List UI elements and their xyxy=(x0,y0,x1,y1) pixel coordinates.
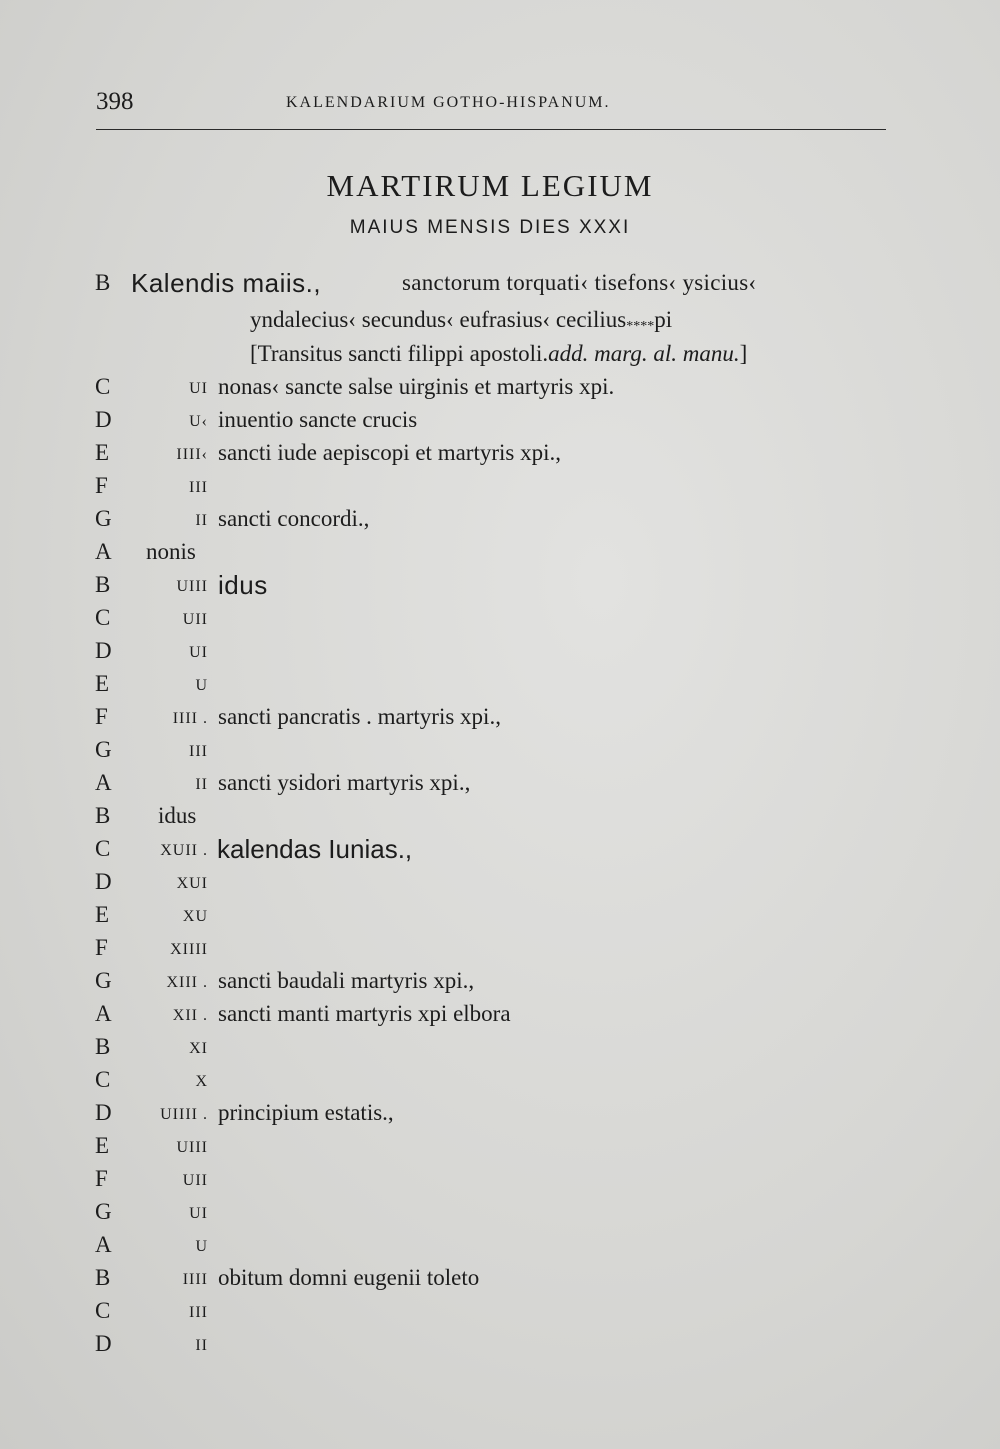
day-numeral: II xyxy=(195,512,208,529)
dominical-letter: G xyxy=(95,737,112,762)
saint-entry: sancti pancratis . martyris xpi., xyxy=(218,704,501,729)
dominical-letter: B xyxy=(95,270,111,295)
calendar-row xyxy=(0,1100,1000,1133)
calendar-row xyxy=(0,506,1000,539)
dominical-letter: C xyxy=(95,374,111,399)
calendar-row xyxy=(0,968,1000,1001)
day-numeral: UIIII . xyxy=(160,1106,208,1123)
calendar-row xyxy=(0,1265,1000,1298)
saints-list-line1: sanctorum torquati‹ tisefons‹ ysicius‹ xyxy=(402,270,757,295)
day-numeral: UII xyxy=(182,611,208,628)
calendar-row xyxy=(0,1034,1000,1067)
day-numeral: II xyxy=(195,776,208,793)
day-numeral: UIII xyxy=(176,578,208,595)
calendar-row xyxy=(0,671,1000,704)
calendar-row xyxy=(0,572,1000,605)
day-numeral: XIIII xyxy=(170,941,208,958)
kalends-june-label-a: kalendas I xyxy=(217,834,336,864)
calendar-row xyxy=(0,1199,1000,1232)
calendar-row xyxy=(0,902,1000,935)
kalends-june-label xyxy=(217,834,412,865)
dominical-letter: D xyxy=(95,407,112,432)
saints-list-line2 xyxy=(250,307,672,335)
saint-entry: sancti manti martyris xpi elbora xyxy=(218,1001,511,1026)
note-text: [Transitus sancti filippi apostoli. xyxy=(250,341,549,366)
saint-entry: sancti concordi., xyxy=(218,506,370,531)
saint-entry: principium estatis., xyxy=(218,1100,394,1125)
dominical-letter: G xyxy=(95,968,112,993)
calendar-row xyxy=(0,473,1000,506)
calendar-row xyxy=(0,1166,1000,1199)
dominical-letter: B xyxy=(95,803,111,828)
calendar-row xyxy=(0,638,1000,671)
day-numeral: XUI xyxy=(176,875,208,892)
calendar-row xyxy=(0,836,1000,869)
dominical-letter: E xyxy=(95,671,110,696)
day-numeral: UI xyxy=(189,644,208,661)
day-numeral: UIII xyxy=(176,1139,208,1156)
dominical-letter: A xyxy=(95,1232,112,1257)
day-numeral: U xyxy=(195,1238,208,1255)
day-numeral: XU xyxy=(182,908,208,925)
calendar-row xyxy=(0,704,1000,737)
dominical-letter: E xyxy=(95,1133,110,1158)
dominical-letter: C xyxy=(95,1298,111,1323)
running-head xyxy=(96,88,886,122)
day-numeral: IIII xyxy=(182,1271,208,1288)
kalends-june-label-b: unias., xyxy=(335,834,413,864)
calendar-row xyxy=(0,440,1000,473)
calendar-row xyxy=(0,1298,1000,1331)
dominical-letter: B xyxy=(95,1265,111,1290)
dominical-letter: B xyxy=(95,572,111,597)
dominical-letter: F xyxy=(95,704,108,729)
dominical-letter: D xyxy=(95,869,112,894)
dominical-letter: G xyxy=(95,1199,112,1224)
dominical-letter: A xyxy=(95,1001,112,1026)
day-numeral: III xyxy=(189,743,208,760)
saint-entry: sancti baudali martyris xpi., xyxy=(218,968,475,993)
section-subtitle: MAIUS MENSIS DIES XXXI xyxy=(349,217,631,238)
day-numeral: U‹ xyxy=(189,413,208,430)
section-title: MARTIRUM LEGIUM xyxy=(326,168,654,203)
dominical-letter: D xyxy=(95,638,112,663)
dominical-letter: C xyxy=(95,1067,111,1092)
calendar-row xyxy=(0,770,1000,803)
dominical-letter: E xyxy=(95,902,110,927)
saint-entry: inuentio sancte crucis xyxy=(218,407,418,432)
dominical-letter: A xyxy=(95,770,112,795)
calendar-row xyxy=(0,407,1000,440)
saint-entry: nonas‹ sancte salse uirginis et martyris xpi. xyxy=(218,374,615,399)
marginal-note xyxy=(250,341,747,367)
day-numeral: XI xyxy=(189,1040,208,1057)
day-numeral: UI xyxy=(189,380,208,397)
header-rule xyxy=(96,129,886,130)
marginal-note-row xyxy=(0,341,1000,374)
dominical-letter: E xyxy=(95,440,110,465)
dominical-letter: G xyxy=(95,506,112,531)
calendar-row xyxy=(0,605,1000,638)
running-title: KALENDARIUM GOTHO-HISPANUM. xyxy=(286,94,611,111)
note-close: ] xyxy=(739,341,748,366)
day-numeral: IIII . xyxy=(172,710,208,727)
calendar-row xyxy=(0,869,1000,902)
day-numeral: X xyxy=(195,1073,208,1090)
day-numeral: XUII . xyxy=(160,842,208,859)
day-numeral: III xyxy=(189,1304,208,1321)
calendar-row xyxy=(0,374,1000,407)
day-numeral: II xyxy=(195,1337,208,1354)
stars-mark: **** xyxy=(626,319,655,334)
day-label: nonis xyxy=(146,539,196,564)
note-italic: add. marg. al. manu. xyxy=(548,341,740,366)
calendar-row xyxy=(0,539,1000,572)
dominical-letter: D xyxy=(95,1331,112,1356)
calendar-row-first xyxy=(0,270,1000,303)
dominical-letter: F xyxy=(95,1166,108,1191)
saint-entry: sancti ysidori martyris xpi., xyxy=(218,770,471,795)
calendar-row xyxy=(0,803,1000,836)
day-numeral: XII . xyxy=(172,1007,208,1024)
saint-entry: sancti iude aepiscopi et martyris xpi., xyxy=(218,440,561,465)
day-numeral: IIII‹ xyxy=(176,446,208,463)
dominical-letter: C xyxy=(95,836,111,861)
saints-list-line2-text: yndalecius‹ secundus‹ eufrasius‹ cecilius xyxy=(250,307,627,332)
kalends-label: Kalendis maiis., xyxy=(131,268,322,298)
calendar-row xyxy=(0,1331,1000,1364)
calendar-row xyxy=(0,1133,1000,1166)
calendar-row xyxy=(0,935,1000,968)
saints-list-line2-end: pi xyxy=(654,307,673,332)
dominical-letter: C xyxy=(95,605,111,630)
day-numeral: U xyxy=(195,677,208,694)
calendar-row xyxy=(0,737,1000,770)
dominical-letter: B xyxy=(95,1034,111,1059)
calendar-row xyxy=(0,1232,1000,1265)
page-number: 398 xyxy=(96,88,134,115)
ides-label: idus xyxy=(218,570,268,600)
day-numeral: XIII . xyxy=(166,974,208,991)
day-numeral: UII xyxy=(182,1172,208,1189)
dominical-letter: F xyxy=(95,935,108,960)
dominical-letter: F xyxy=(95,473,108,498)
day-numeral: UI xyxy=(189,1205,208,1222)
saint-entry: obitum domni eugenii toleto xyxy=(218,1265,480,1290)
dominical-letter: A xyxy=(95,539,112,564)
calendar-row xyxy=(0,1001,1000,1034)
day-numeral: III xyxy=(189,479,208,496)
calendar-row xyxy=(0,1067,1000,1100)
dominical-letter: D xyxy=(95,1100,112,1125)
calendar-row-first-cont xyxy=(0,307,1000,340)
day-label: idus xyxy=(158,803,197,828)
